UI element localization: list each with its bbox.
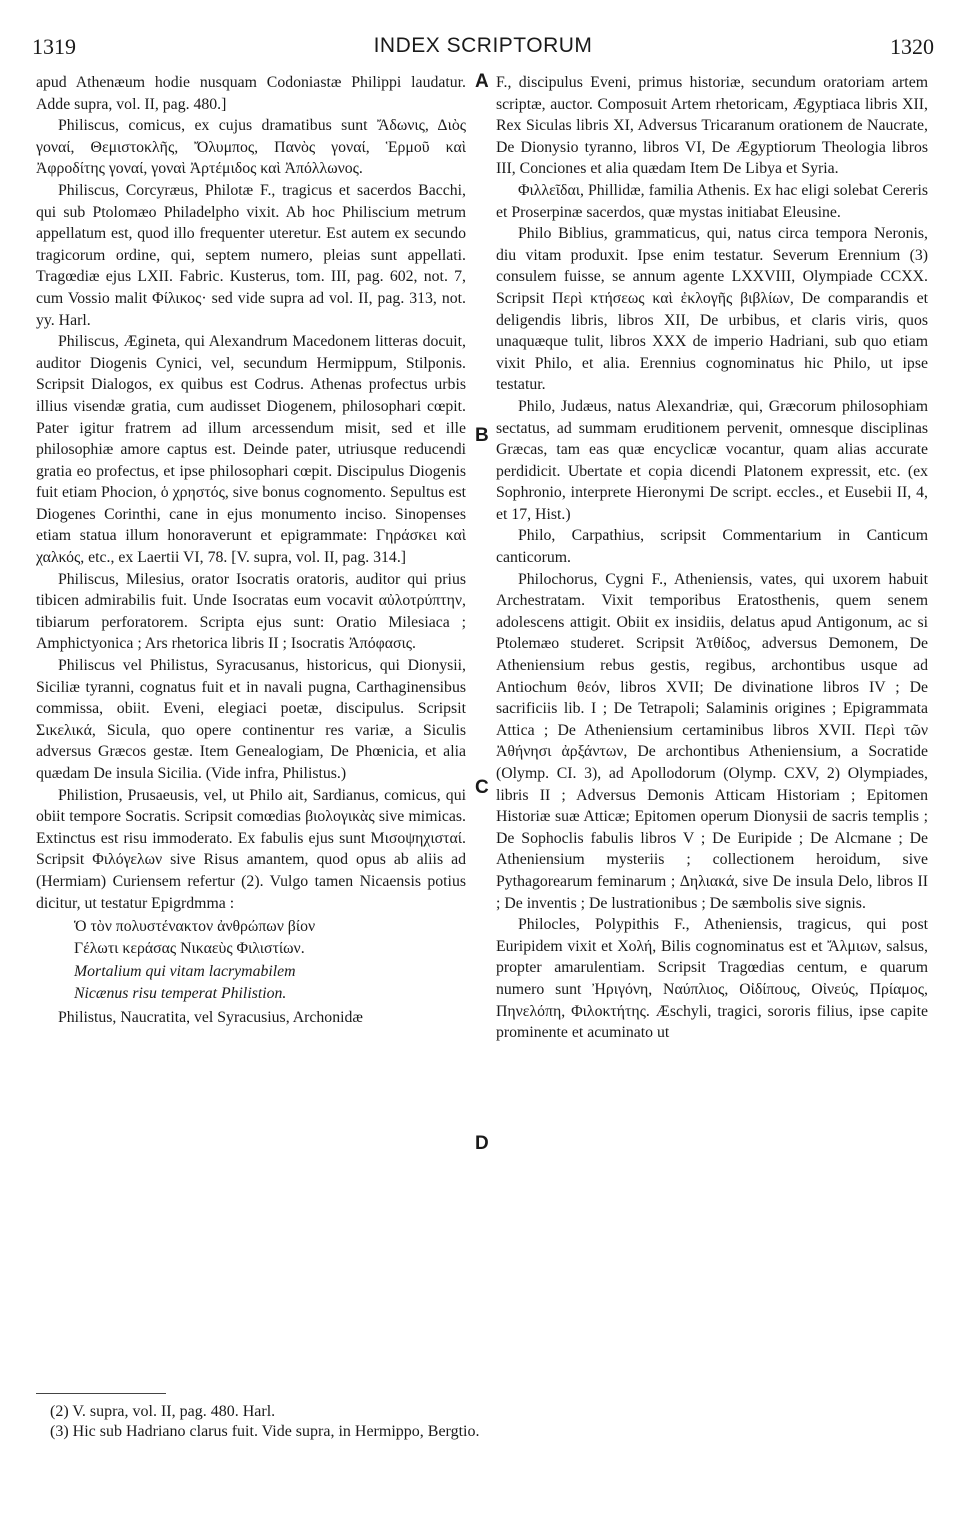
- latin-epigram: [74, 961, 466, 1004]
- page-header: [0, 34, 966, 62]
- margin-marker-d: D: [475, 1133, 489, 1154]
- paragraph: Philistion, Prusaeusis, vel, ut Philo ait, Sardianus, comicus, qui obiit tempore Socratis. Scripsit comœdias βιολογικὰς sive mimicas. Extinctus est risu immoderato. Ex fabulis ejus sunt Μισοψηχισταί. Scripsit Φιλόγελων sive Risus amantem, quod opus ab aliis ad (Hermiam) Curiensem refertur (2). Vulgo tamen Nicaensis potius dicitur, ut testatur Epigrdmma :: [36, 786, 466, 912]
- verse-line: Γέλωτι κεράσας Νικαεὺς Φιλιστίων.: [74, 939, 305, 957]
- footnotes: [50, 1402, 930, 1442]
- paragraph: Philistus, Naucratita, vel Syracusius, Archonidæ: [58, 1008, 363, 1026]
- footnote: (2) V. supra, vol. II, pag. 480. Harl.: [50, 1403, 276, 1420]
- verse-line: Nicænus risu temperat Philistion.: [74, 984, 287, 1002]
- verse-line: Mortalium qui vitam lacrymabilem: [74, 963, 296, 981]
- paragraph: Philo Biblius, grammaticus, qui, natus circa tempora Neronis, diu vitam produxit. Ipse enim testatur. Severum Erennium (3) consulem fuisse, se annum agente LXXVIII, Olympiade CCXX. Scripsit Περὶ κτήσεως καὶ ἐκλογῆς βιβλίων, De comparandis et deligendis libris, libros XII, De urbibus, et claris viris, quos unaquæque tulit, libros XXX de imperio Hadriani, sub quo etiam vixit Philo, et alia. Erennius cognominatus hic Philo, ut ipse testatur.: [496, 225, 928, 394]
- page-title: INDEX SCRIPTORUM: [373, 34, 593, 57]
- verse-line: Ὁ τὸν πολυστένακτον ἀνθρώπων βίον: [74, 918, 316, 936]
- paragraph: Philocles, Polypithis F., Atheniensis, tragicus, qui post Euripidem vixit et Χολή, Bilis cognominatus est et Ἄλμιων, salsus, propter amarulentiam. Scripsit Tragœdias centum, e quarum numero sunt Ἠριγόνη, Ναύπλιος, Οἰδίπους, Οἰνεύς, Πρίαμος, Πηνελόπη, Φιλοκτήτης. Æschyli, tragici, sororis filius, ipse capite prominente et acuminato ut: [496, 916, 928, 1042]
- right-column: [496, 72, 928, 1044]
- paragraph: Philiscus, Ægineta, qui Alexandrum Macedonem litteras docuit, auditor Diogenis Cynici, vel, secundum Hermippum, Stilponis. Scripsit Dialogos, ex quibus est Codrus. Athenas profectus urbis illius visendæ gratia, cum audisset Diogenem, philosophari cœpit. Pater igitur fratrem ad illum arcessendum misit, sed et ille philosophiæ amore captus est. Deinde pater, utriusque reducendi gratia eo profectus, et ipse philosophari cœpit. Discipulus Diogenis fuit etiam Phocion, ὁ χρηστός, sive bonus cognomento. Sepultus est Diogenes Corinthi, cane in ejus monumento inciso. Sinopenses etiam statua illum honoraverunt et epigrammate: Γηράσκει καὶ χαλκός, etc., ex Laertii VI, 78. [V. supra, vol. II, pag. 314.]: [36, 333, 466, 567]
- margin-marker-a: A: [475, 71, 489, 92]
- paragraph: Philochorus, Cygni F., Atheniensis, vates, qui uxorem habuit Archestratam. Vixit temporibus Eratosthenis, quem senem adolescens attigit. Obiit ex insidiis, delatus apud Antigonum, ac si Ptolemæo studeret. Scripsit Ἀτθίδος, adversus Demonem, De Atheniensium rebus gestis, regibus, archontibus usque ad Antiochum θεόν, libros XVII; De divinatione libros IV ; De sacrificiis lib. I ; De Tetrapoli; Salaminis origines ; Epigrammata Attica ; De Atheniensium certaminibus libros XVII. Περὶ τῶν Ἀθήνησι ἀρξάντων, De archontibus Atheniensium, a Socratide (Olymp. CI. 3), ad Apollodorum (Olymp. CXV, 2) Olympiades, libris II ; Adversus Demonis Atticam Historiam ; Epitomen Historiæ suæ Atticæ; Epitomen operum Dionysii de sacris templis ; De Sophoclis fabulis libros V ; De Euripide ; De Alcmane ; De Atheniensium mysteriis ; collectionem heroidum, sive Pythagorearum feminarum ; Δηλιακά, sive De insula Delo, libros II ; De inventis ; De lustrationibus ; De sæmbolis sive signis.: [496, 570, 928, 912]
- paragraph: Philo, Carpathius, scripsit Commentarium in Canticum canticorum.: [496, 527, 928, 567]
- page-number-right: 1320: [890, 34, 934, 59]
- footnote: (3) Hic sub Hadriano clarus fuit. Vide supra, in Hermippo, Bergtio.: [50, 1423, 480, 1440]
- paragraph: Philiscus, comicus, ex cujus dramatibus sunt Ἄδωνις, Διὸς γοναί, Θεμιστοκλῆς, Ὄλυμπος, Πανὸς γοναί, Ἑρμοῦ καὶ Ἀφροδίτης γοναί, γοναὶ Ἀρτέμιδος καὶ Ἀπόλλωνος.: [36, 117, 466, 178]
- paragraph: Philo, Judæus, natus Alexandriæ, qui, Græcorum philosophiam sectatus, ad summam eruditionem pervenit, omnesque disciplinas Græcas, tam eas quæ encyclicæ vocantur, quam alias accurate perdidicit. Ubertate et copia dicendi Platonem expressit, etc. (ex Sophronio, interprete Hieronymi De script. eccles., et Eusebii II, 4, et 17, Hist.): [496, 397, 928, 523]
- paragraph: Philiscus, Milesius, orator Isocratis oratoris, auditor qui prius tibicen admirabilis fuit. Unde Isocratas eum vocavit αὐλοτρύπτην, tibiarum perforatorem. Scripta ejus sunt: Oratio Milesiaca ; Amphictyonica ; Ars rhetorica libris II ; Isocratis Ἀπόφασις.: [36, 570, 466, 653]
- paragraph: Philiscus, Corcyræus, Philotæ F., tragicus et sacerdos Bacchi, qui sub Ptolomæo Philadelpho vixit. Ab hoc Philiscium metrum appellatum est, quod illo frequenter uteretur. Est autem ex secundo tragicorum ordine, qui, septem numero, pleias sunt appellati. Tragœdiæ ejus LXII. Fabric. Kusterus, tom. III, pag. 602, not. 7, cum Vossio malit Φίλικος· sed vide supra ad vol. II, pag. 313, not. yy. Harl.: [36, 181, 466, 329]
- paragraph: Φιλλεῖδαι, Phillidæ, familia Athenis. Ex hac eligi solebat Cereris et Proserpinæ sacerdos, quæ mystas initiabat Eleusine.: [496, 181, 928, 221]
- paragraph: Philiscus vel Philistus, Syracusanus, historicus, qui Dionysii, Siciliæ tyranni, cognatus fuit et in navali pugna, Carthaginensibus commissa, obiit. Eveni, elegiaci poetæ, discipulus. Scripsit Σικελικά, Sicula, quo opere continentur res variæ, a Siculis adversus Græcos gestæ. Item Genealogiam, De Phœnicia, et alia quædam De insula Sicilia. (Vide infra, Philistus.): [36, 657, 466, 782]
- paragraph: apud Athenæum hodie nusquam Codoniastæ Philippi laudatur. Adde supra, vol. II, pag. 480.]: [36, 74, 466, 113]
- footnote-divider: [36, 1393, 166, 1394]
- left-column: [36, 72, 466, 1028]
- margin-marker-b: B: [475, 425, 489, 446]
- margin-marker-c: C: [475, 777, 489, 798]
- greek-epigram: [74, 916, 466, 959]
- paragraph: F., discipulus Eveni, primus historiæ, secundum oratoriam artem scriptæ, auctor. Composuit Artem rhetoricam, Ægyptiaca libris XII, Rex Siculas libris XI, Adversus Tricaranum orationem de Naucrate, De Dionysio tyranno, libros VI, De Ægyptiorum Theologia libros III, Conciones et alia quædam Item De Libya et Syria.: [496, 74, 928, 178]
- page-number-left: 1319: [32, 34, 76, 59]
